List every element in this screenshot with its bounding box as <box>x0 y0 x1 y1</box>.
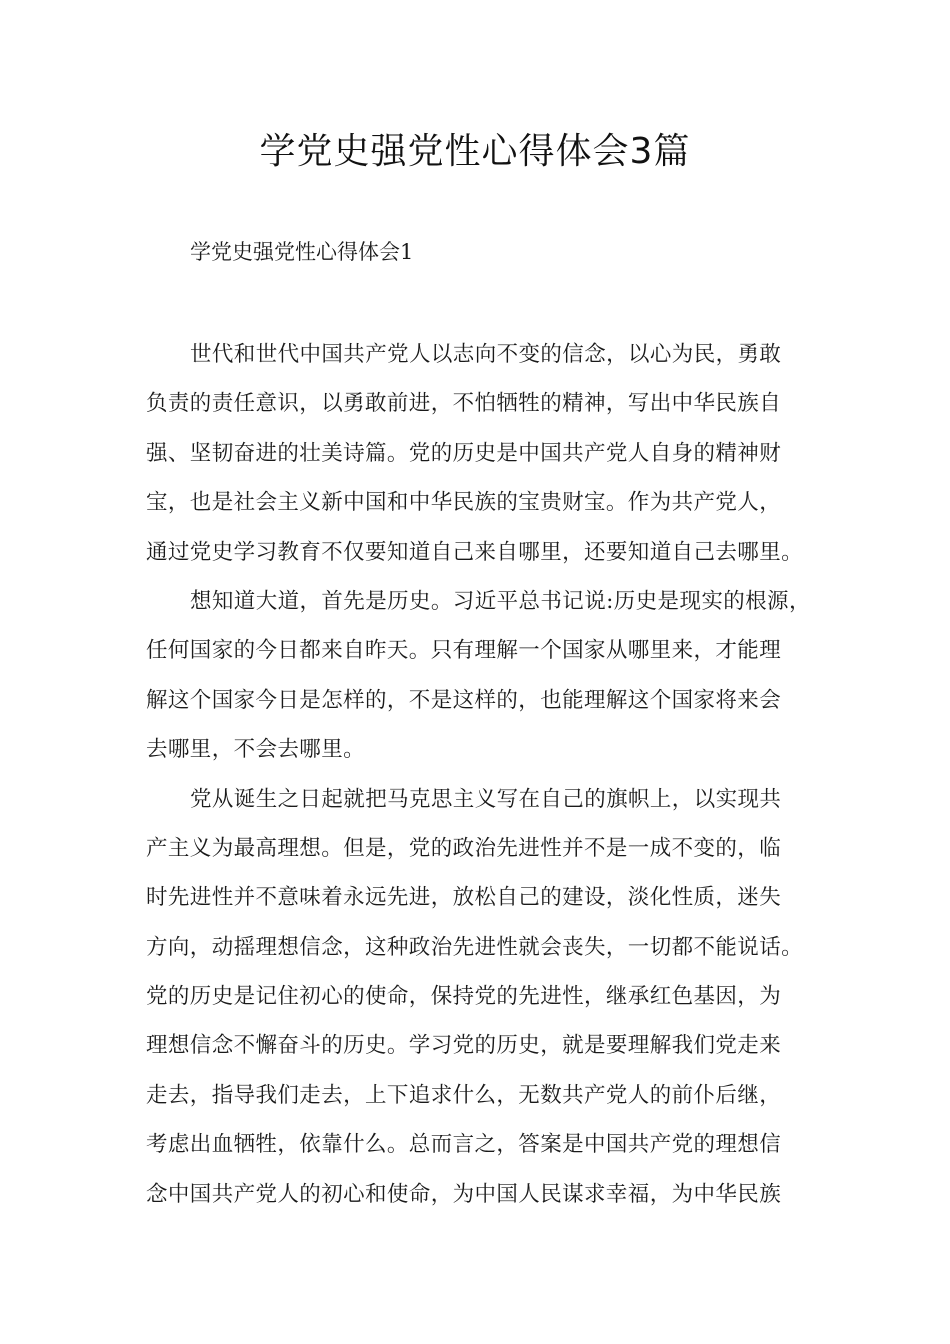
text-line: 方向，动摇理想信念，这种政治先进性就会丧失，一切都不能说话。 <box>146 934 804 960</box>
text-line: 任何国家的今日都来自昨天。只有理解一个国家从哪里来，才能理 <box>146 638 782 664</box>
text-line: 宝，也是社会主义新中国和中华民族的宝贵财宝。作为共产党人， <box>146 490 782 516</box>
text-line: 考虑出血牺牲，依靠什么。总而言之，答案是中国共产党的理想信 <box>146 1132 782 1158</box>
text-line: 党从诞生之日起就把马克思主义写在自己的旗帜上，以实现共 <box>190 786 782 812</box>
text-line: 走去，指导我们走去，上下追求什么，无数共产党人的前仆后继， <box>146 1082 782 1108</box>
section-heading: 学党史强党性心得体会1 <box>190 240 414 264</box>
text-line: 念中国共产党人的初心和使命，为中国人民谋求幸福，为中华民族 <box>146 1181 782 1207</box>
text-line: 产主义为最高理想。但是，党的政治先进性并不是一成不变的，临 <box>146 835 782 861</box>
text-line: 解这个国家今日是怎样的，不是这样的，也能理解这个国家将来会 <box>146 687 782 713</box>
text-line: 想知道大道，首先是历史。习近平总书记说:历史是现实的根源， <box>190 588 811 614</box>
text-line: 去哪里，不会去哪里。 <box>146 737 366 763</box>
body-text <box>146 330 826 1219</box>
text-line: 时先进性并不意味着永远先进，放松自己的建设，淡化性质，迷失 <box>146 885 782 911</box>
text-line: 党的历史是记住初心的使命，保持党的先进性，继承红色基因，为 <box>146 984 782 1010</box>
text-line: 通过党史学习教育不仅要知道自己来自哪里，还要知道自己去哪里。 <box>146 539 804 565</box>
text-line: 负责的责任意识，以勇敢前进，不怕牺牲的精神，写出中华民族自 <box>146 391 782 417</box>
document-title: 学党史强党性心得体会3篇 <box>259 131 691 172</box>
text-line: 强、坚韧奋进的壮美诗篇。党的历史是中国共产党人自身的精神财 <box>146 440 782 466</box>
text-line: 世代和世代中国共产党人以志向不变的信念，以心为民，勇敢 <box>190 342 782 367</box>
text-line: 理想信念不懈奋斗的历史。学习党的历史，就是要理解我们党走来 <box>146 1033 782 1059</box>
